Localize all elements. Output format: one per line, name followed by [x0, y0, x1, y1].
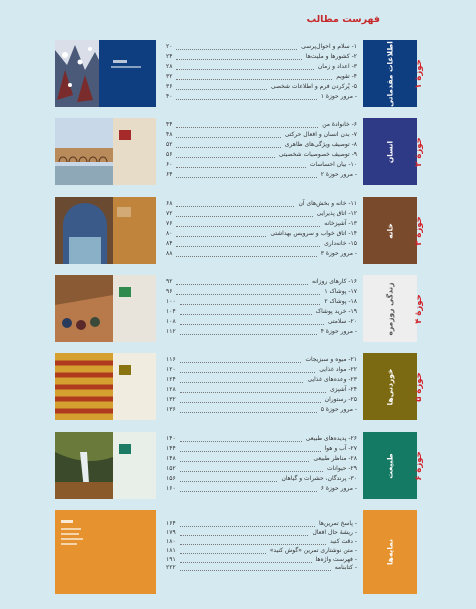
lesson-row[interactable]: ۱۰- بیان احساسات ۶۰ — [166, 161, 357, 168]
appendix-band: نمایه‌ها — [363, 510, 417, 594]
unit-2 — [55, 118, 450, 185]
lesson-row[interactable]: ۳۰- پرندگان، حشرات و گیاهان ۱۵۶ — [166, 475, 357, 482]
appendix-lessons — [166, 520, 357, 573]
lesson-row[interactable]: ۲- کشورها و ملیت‌ها ۲۴ — [166, 53, 357, 60]
lesson-row[interactable]: - کتابنامه ۲۲۲ — [166, 564, 357, 572]
unit-6-band: طبیعت — [363, 432, 417, 499]
lesson-row[interactable]: ۸- توصیف ویژگی‌های ظاهری ۵۲ — [166, 141, 357, 148]
unit-2-label: حوزهٔ ۲ — [414, 136, 424, 167]
unit-2-photo — [55, 118, 156, 185]
unit-3-band: خانه — [363, 197, 417, 264]
unit-5-label: حوزهٔ ۵ — [414, 371, 424, 402]
lesson-row[interactable]: ۷- بدن انسان و افعال حرکتی ۴۸ — [166, 131, 357, 138]
lesson-row[interactable]: ۱۸- پوشاک ۲ ۱۰۰ — [166, 298, 357, 305]
lesson-row[interactable]: ۱۶- کارهای روزانه ۹۲ — [166, 278, 357, 285]
unit-1 — [55, 40, 450, 107]
lesson-row[interactable]: ۹- توصیف خصوصیات شخصیتی ۵۶ — [166, 151, 357, 158]
lesson-row[interactable]: ۲۲- مواد غذایی ۱۲۰ — [166, 366, 357, 373]
unit-5 — [55, 353, 450, 420]
unit-appendix — [55, 510, 450, 594]
unit-3 — [55, 197, 450, 264]
unit-3-label: حوزهٔ ۳ — [414, 215, 424, 246]
lesson-row[interactable]: ۵- پُرکردن فرم و اطلاعات شخصی ۳۶ — [166, 83, 357, 90]
lesson-row[interactable]: ۶- خانوادهٔ من ۴۴ — [166, 121, 357, 128]
unit-5-photo — [55, 353, 156, 420]
lesson-row[interactable]: ۱۴- اتاق خواب و سرویس بهداشتی ۸۰ — [166, 230, 357, 237]
page-title: فهرست مطالب — [306, 14, 380, 25]
unit-6 — [55, 432, 450, 499]
lesson-row[interactable]: ۲۰- سلامتی ۱۰۸ — [166, 318, 357, 325]
lesson-row[interactable]: ۱۷- پوشاک ۱ ۹۶ — [166, 288, 357, 295]
unit-1-photo — [55, 40, 156, 107]
unit-4-photo — [55, 275, 156, 342]
unit-5-lessons — [166, 355, 357, 415]
lesson-row[interactable]: ۲۱- میوه و سبزیجات ۱۱۶ — [166, 356, 357, 363]
unit-3-photo — [55, 197, 156, 264]
lesson-row[interactable]: - دقت کنید ۱۸۰ — [166, 537, 357, 545]
unit-1-label: حوزهٔ ۱ — [414, 58, 424, 89]
lesson-row[interactable]: ۲۳- وعده‌های غذایی ۱۲۴ — [166, 376, 357, 383]
lesson-row[interactable]: ۱۲- اتاق پذیرایی ۷۲ — [166, 210, 357, 217]
unit-6-photo — [55, 432, 156, 499]
unit-4 — [55, 275, 450, 342]
lesson-row[interactable]: ۱۹- خرید پوشاک ۱۰۴ — [166, 308, 357, 315]
lesson-row[interactable]: - مرور حوزهٔ ۶ ۱۶۰ — [166, 485, 357, 492]
unit-1-lessons — [166, 42, 357, 102]
unit-3-lessons — [166, 199, 357, 259]
lesson-row[interactable]: - مرور حوزهٔ ۳ ۸۸ — [166, 250, 357, 257]
lesson-row[interactable]: ۱- سلام و احوال‌پرسی ۲۰ — [166, 43, 357, 50]
unit-1-band: اطلاعات مقدماتی — [363, 40, 417, 107]
lesson-row[interactable]: - مرور حوزهٔ ۲ ۶۴ — [166, 171, 357, 178]
lesson-row[interactable]: - متن نوشتاری تمرین «گوش کنید» ۱۸۱ — [166, 546, 357, 554]
lesson-row[interactable]: - مرور حوزهٔ ۴ ۱۱۲ — [166, 328, 357, 335]
unit-4-band: زندگی روزمره — [363, 275, 417, 342]
unit-4-lessons — [166, 277, 357, 337]
lesson-row[interactable]: ۲۵- رستوران ۱۳۲ — [166, 396, 357, 403]
lesson-row[interactable]: ۱۵- خانه‌داری ۸۴ — [166, 240, 357, 247]
lesson-row[interactable]: - مرور حوزهٔ ۵ ۱۳۶ — [166, 406, 357, 413]
lesson-row[interactable]: - فهرست واژه‌ها ۱۹۱ — [166, 555, 357, 563]
lesson-row[interactable]: ۲۷- آب و هوا ۱۴۴ — [166, 445, 357, 452]
lesson-row[interactable]: ۴- تقویم ۳۲ — [166, 73, 357, 80]
lesson-row[interactable]: - پاسخ تمرین‌ها ۱۶۴ — [166, 520, 357, 527]
lesson-row[interactable]: - ریشهٔ حال افعال ۱۷۹ — [166, 528, 357, 536]
appendix-photo — [55, 510, 156, 594]
unit-2-lessons — [166, 120, 357, 180]
lesson-row[interactable]: ۲۸- مناظر طبیعی ۱۴۸ — [166, 455, 357, 462]
lesson-row[interactable]: ۱۳- آشپزخانه ۷۶ — [166, 220, 357, 227]
unit-2-band: انسان — [363, 118, 417, 185]
lesson-row[interactable]: - مرور حوزهٔ ۱ ۴۰ — [166, 93, 357, 100]
lesson-row[interactable]: ۳- اعداد و زمان ۲۸ — [166, 63, 357, 70]
unit-6-label: حوزهٔ ۶ — [414, 450, 424, 481]
lesson-row[interactable]: ۲۶- پدیده‌های طبیعی ۱۴۰ — [166, 435, 357, 442]
lesson-row[interactable]: ۱۱- خانه و بخش‌های آن ۶۸ — [166, 200, 357, 207]
unit-6-lessons — [166, 434, 357, 494]
unit-5-band: خوردنی‌ها — [363, 353, 417, 420]
unit-4-label: حوزهٔ ۴ — [414, 293, 424, 324]
lesson-row[interactable]: ۲۹- حیوانات ۱۵۲ — [166, 465, 357, 472]
lesson-row[interactable]: ۲۴- آشپزی ۱۲۸ — [166, 386, 357, 393]
